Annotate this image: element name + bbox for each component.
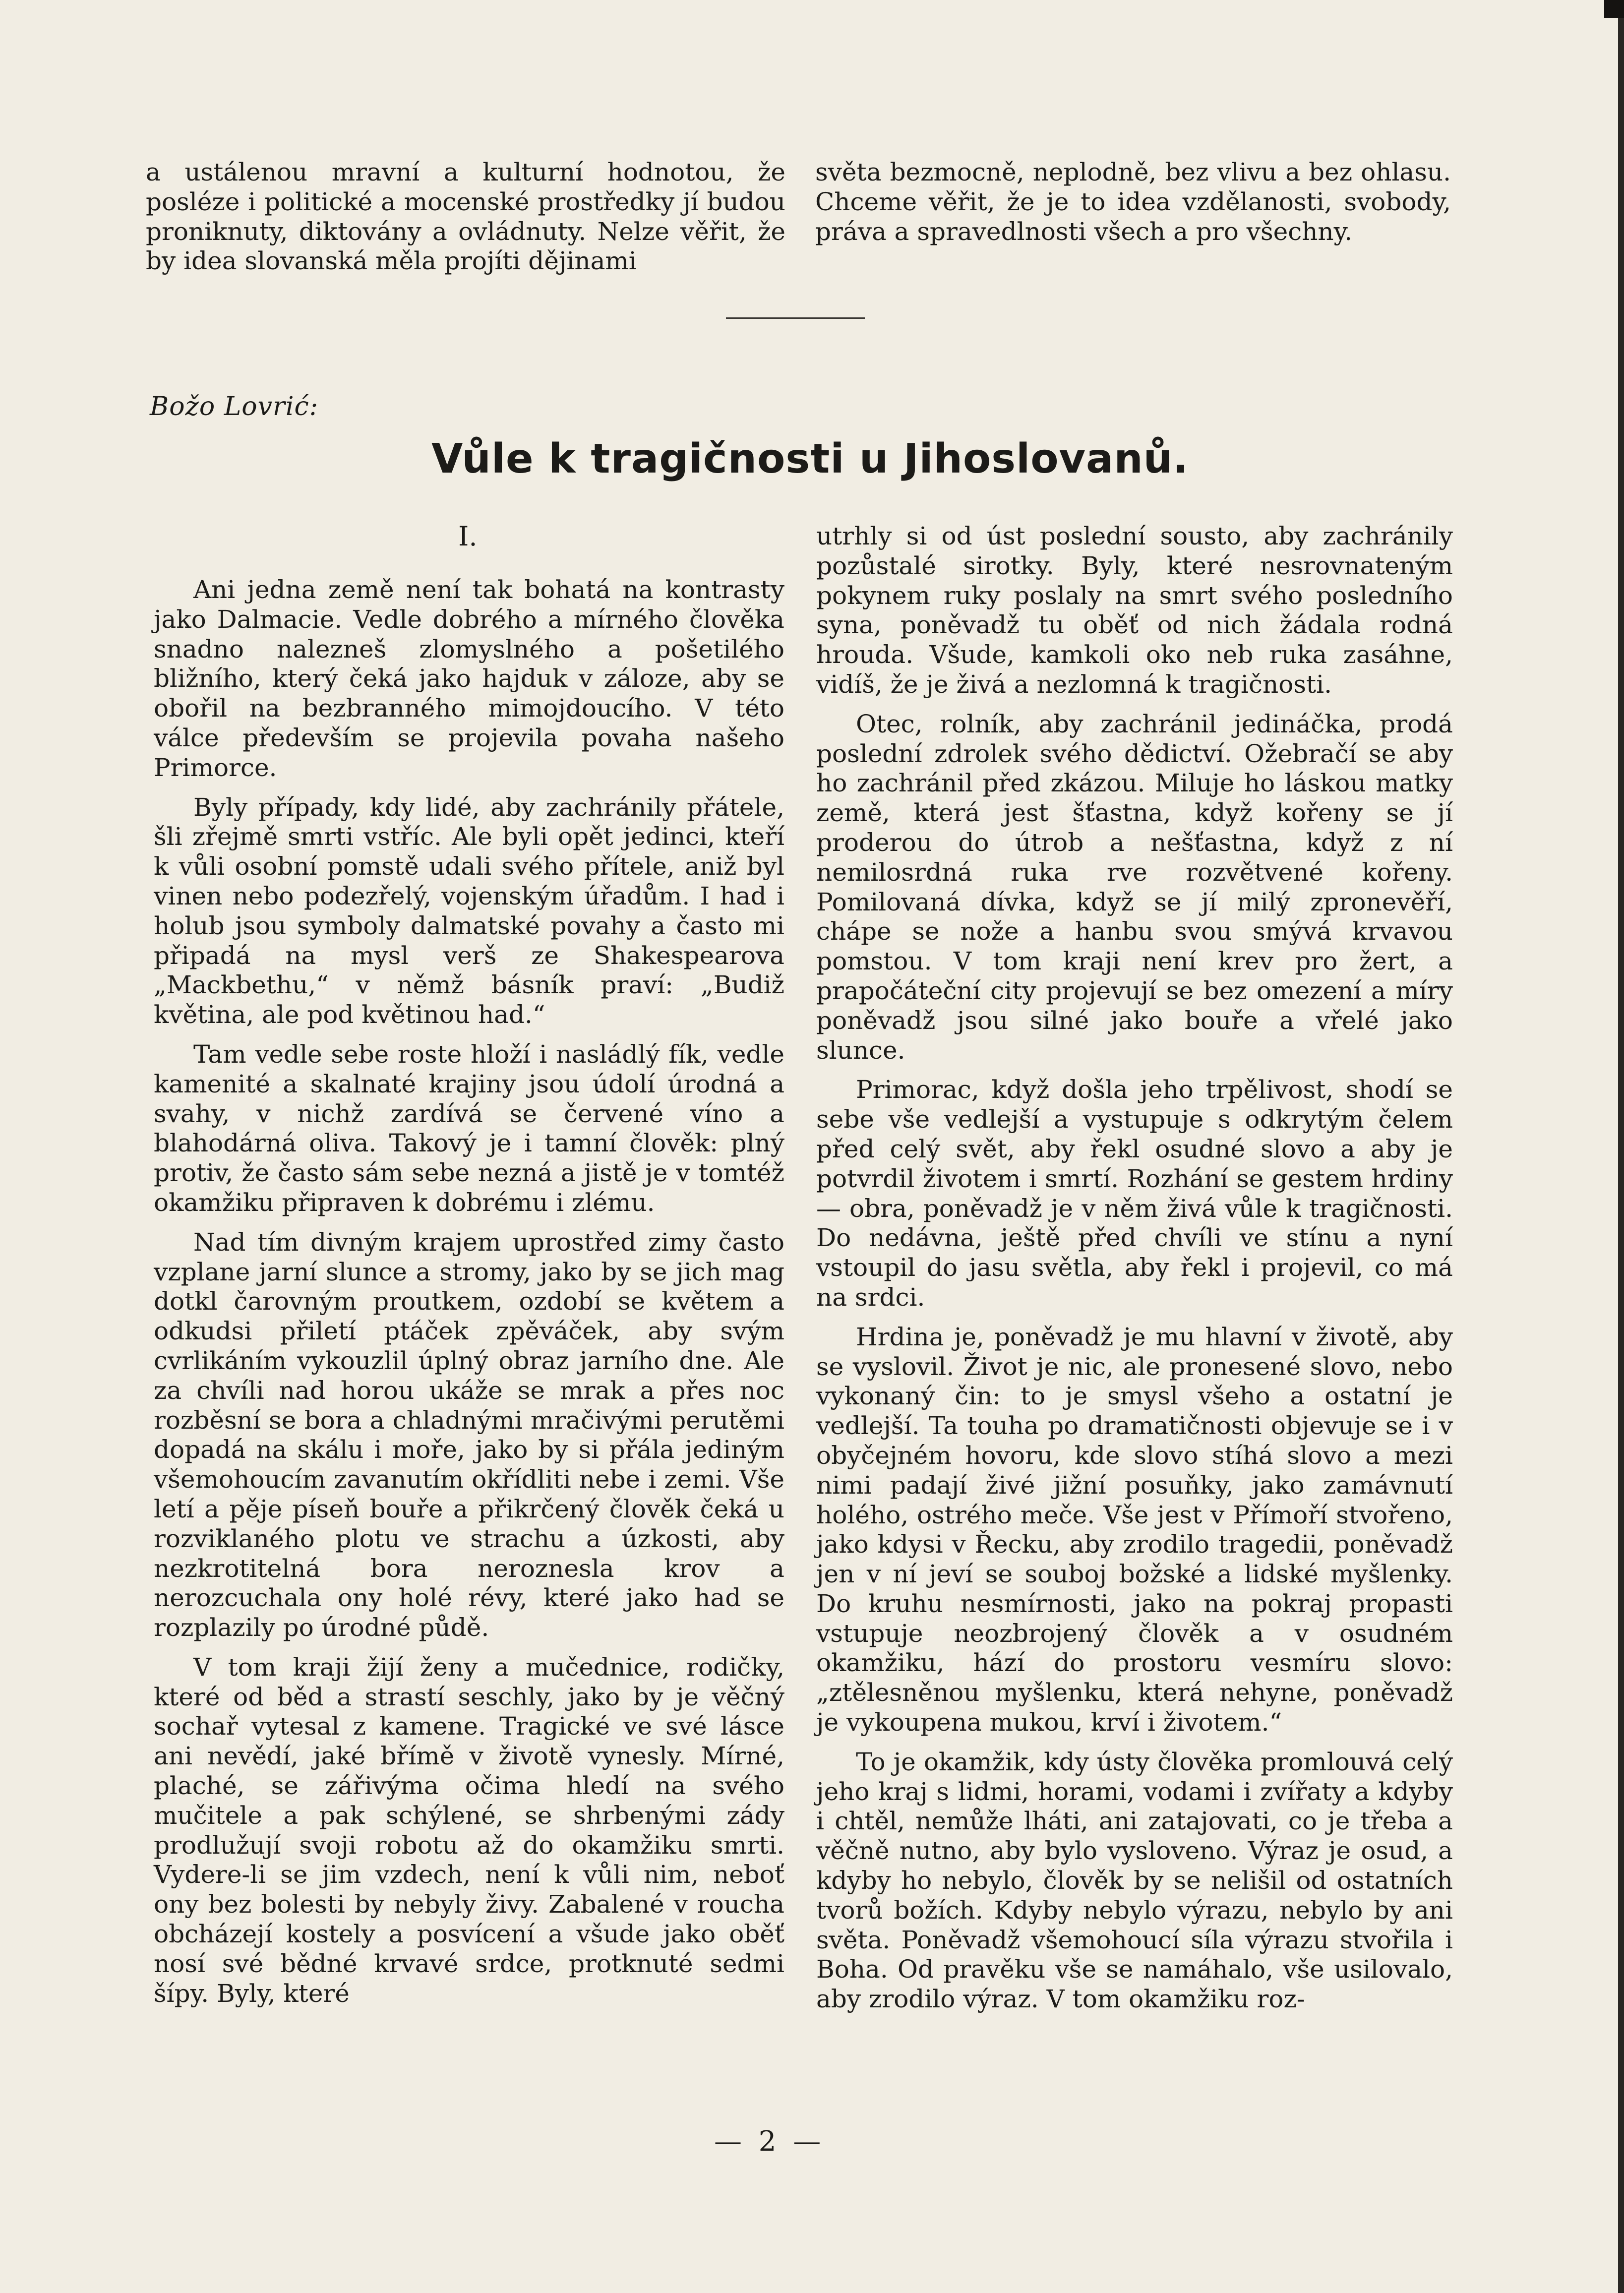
section-number: I.: [458, 521, 478, 552]
paragraph: Hrdina je, poněvadž je mu hlavní v životě, aby se vyslovil. Život je nic, ale pronesené slovo, nebo vykonaný čin: to je smysl všeho a ostatní je vedlejší. Ta touha po dramatičnosti objevuje se i v obyčejném hovoru, kde slovo stíhá slovo a mezi nimi padají živé jižní posuňky, jako zamávnutí holého, ostrého meče. Vše jest v Přímoří stvořeno, jako kdysi v Řecku, aby zrodilo tragedii, poněvadž jen v ní jeví se souboj božské a lidské myšlenky. Do kruhu nesmírnosti, jako na pokraj propasti vstupuje neozbrojený člověk a v osudném okamžiku, hází do prostoru vesmíru slovo: „ztělesněnou myšlenku, která nehyne, poněvadž je vykoupena mukou, krví i životem.“: [816, 1322, 1453, 1737]
paragraph: Primorac, když došla jeho trpělivost, shodí se sebe vše vedlejší a vystupuje s odkrytým čelem před celý svět, aby řekl osudné slovo a aby je potvrdil životem i smrtí. Rozhání se gestem hrdiny — obra, poněvadž je v něm živá vůle k tragičnosti. Do nedávna, ještě před chvíli ve stínu a nyní vstoupil do jasu světla, aby řekl i projevil, co má na srdci.: [816, 1075, 1453, 1312]
paragraph: V tom kraji žijí ženy a mučednice, rodičky, které od běd a strastí seschly, jako by je věčný sochař vytesal z kamene. Tragické ve své lásce ani nevědí, jaké břímě v životě vynesly. Mírné, plaché, se zářivýma očima hledí na svého mučitele a pak schýlené, se shrbenými zády prodlužují svoji robotu až do okamžiku smrti. Vydere-li se jim vzdech, není k vůli nim, neboť ony bez bolesti by nebyly živy. Zabalené v roucha obcházejí kostely a posvícení a všude jako oběť nosí své bědné krvavé srdce, protknuté sedmi šípy. Byly, které: [154, 1652, 784, 2008]
paragraph: utrhly si od úst poslední sousto, aby zachránily pozůstalé sirotky. Byly, které nesrovnateným pokynem ruky poslaly na smrt svého posledního syna, poněvadž tu oběť od nich žádala rodná hrouda. Všude, kamkoli oko neb ruka zasáhne, vidíš, že je živá a nezlomná k tragičnosti.: [816, 522, 1453, 699]
paragraph: Ani jedna země není tak bohatá na kontrasty jako Dalmacie. Vedle dobrého a mírného člověka snadno nalezneš zlomyslného a pošetilého bližního, který čeká jako hajduk v záloze, aby se obořil na bezbranného mimojdoucího. V této válce především se projevila povaha našeho Primorce.: [154, 575, 784, 782]
paragraph: Tam vedle sebe roste hloží i nasládlý fík, vedle kamenité a skalnaté krajiny jsou údolí úrodná a svahy, v nichž zardívá se červené víno a blahodárná oliva. Takový je i tamní člověk: plný protiv, že často sám sebe nezná a jistě je v tomtéž okamžiku připraven k dobrému i zlému.: [154, 1039, 784, 1217]
article-title: Vůle k tragičnosti u Jihoslovanů.: [431, 435, 1189, 483]
article-column-left: [154, 575, 784, 2008]
page-corner-mark: [1604, 0, 1624, 18]
paragraph: To je okamžik, kdy ústy člověka promlouvá celý jeho kraj s lidmi, horami, vodami i zvířaty a kdyby i chtěl, nemůže lháti, ani zatajovati, co je třeba a věčně nutno, aby bylo vysloveno. Výraz je osud, a kdyby ho nebylo, člověk by se nelišil od ostatních tvorů božích. Kdyby nebylo výrazu, nebylo by ani světa. Poněvadž všemohoucí síla výrazu stvořila i Boha. Od pravěku vše se namáhalo, vše usilovalo, aby zrodilo výraz. V tom okamžiku roz-: [816, 1747, 1453, 2014]
continued-text-left: [146, 158, 785, 276]
article-author: Božo Lovrić:: [150, 392, 319, 422]
article-column-right: [816, 522, 1453, 2014]
paragraph: světa bezmocně, neplodně, bez vlivu a bez ohlasu. Chceme věřit, že je to idea vzdělanosti, svobody, práva a spravedlnosti všech a pro všechny.: [815, 158, 1451, 246]
paragraph: a ustálenou mravní a kulturní hodnotou, že posléze i politické a mocenské prostředky jí budou proniknuty, diktovány a ovládnuty. Nelze věřit, že by idea slovanská měla projíti dějinami: [146, 158, 785, 276]
paragraph: Nad tím divným krajem uprostřed zimy často vzplane jarní slunce a stromy, jako by se jich mag dotkl čarovným proutkem, ozdobí se květem a odkudsi přiletí ptáček zpěváček, aby svým cvrlikáním vykouzlil úplný obraz jarního dne. Ale za chvíli nad horou ukáže se mrak a přes noc rozběsní se bora a chladnými mračivými perutěmi dopadá na skálu i moře, jako by si přála jediným všemohoucím zavanutím okřídliti nebe i zemi. Vše letí a pěje píseň bouře a přikrčený člověk čeká u rozviklaného plotu ve strachu a úzkosti, aby nezkrotitelná bora neroznesla krov a nerozcuchala ony holé révy, které jako had se rozplazily po úrodné půdě.: [154, 1227, 784, 1642]
continued-text-right: [815, 158, 1451, 246]
page-number: — 2 —: [714, 2125, 825, 2158]
page-edge-shadow: [1618, 0, 1624, 2293]
paragraph: Otec, rolník, aby zachránil jedináčka, prodá poslední zdrolek svého dědictví. Ožebračí se aby ho zachránil před zkázou. Miluje ho láskou matky země, která jest šťastna, když kořeny se jí proderou do útrob a nešťastna, když z ní nemilosrdná ruka rve rozvětvené kořeny. Pomilovaná dívka, když se jí milý zpronevěří, chápe se nože a hanbu svou smývá krvavou pomstou. V tom kraji není krev pro žert, a prapočáteční city projevují se bez omezení a míry poněvadž jsou silné jako bouře a vřelé jako slunce.: [816, 709, 1453, 1065]
paragraph: Byly případy, kdy lidé, aby zachránily přátele, šli zřejmě smrti vstříc. Ale byli opět jedinci, kteří k vůli osobní pomstě udali svého přítele, aniž byl vinen nebo podezřelý, vojenským úřadům. I had i holub jsou symboly dalmatské povahy a často mi připadá na mysl verš ze Shakespearova „Mackbethu,“ v němž básník praví: „Budiž květina, ale pod květinou had.“: [154, 792, 784, 1029]
section-divider: [726, 317, 865, 319]
